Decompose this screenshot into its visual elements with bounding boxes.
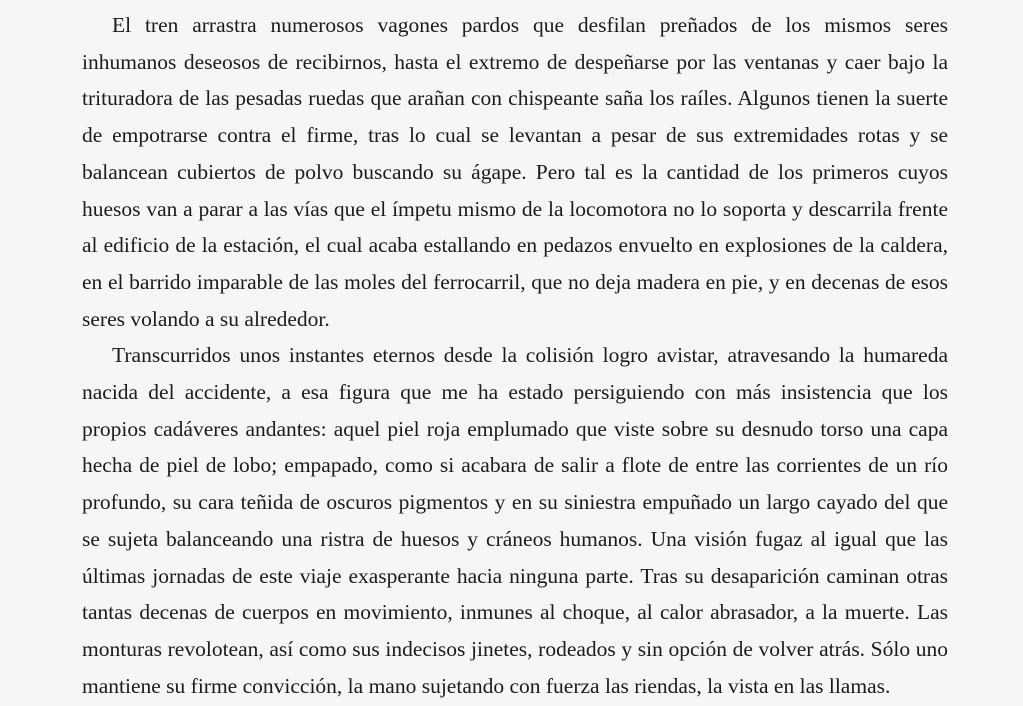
text-line: propios cadáveres andantes: aquel piel roja emplumado que viste sobre su desnudo torso una capa — [82, 416, 948, 441]
text-line: inhumanos deseosos de recibirnos, hasta el extremo de despeñarse por las ventanas y caer bajo la — [82, 49, 948, 74]
text-line: al edificio de la estación, el cual acaba estallando en pedazos envuelto en explosiones de la caldera, — [82, 233, 948, 258]
text-line: tantas decenas de cuerpos en movimiento, inmunes al choque, al calor abrasador, a la muerte. Las — [82, 600, 948, 625]
text-column — [82, 7, 948, 704]
text-line: balancean cubiertos de polvo buscando su ágape. Pero tal es la cantidad de los primeros cuyos — [82, 159, 948, 184]
text-line: mantiene su firme convicción, la mano sujetando con fuerza las riendas, la vista en las llamas. — [82, 673, 891, 698]
text-line: se sujeta balanceando una ristra de huesos y cráneos humanos. Una visión fugaz al igual que las — [82, 526, 948, 551]
text-line: trituradora de las pesadas ruedas que arañan con chispeante saña los raíles. Algunos tienen la suerte — [82, 86, 948, 111]
text-line: nacida del accidente, a esa figura que me ha estado persiguiendo con más insistencia que los — [82, 380, 948, 405]
text-line: profundo, su cara teñida de oscuros pigmentos y en su siniestra empuñado un largo cayado del que — [82, 490, 948, 515]
text-line: seres volando a su alrededor. — [82, 306, 330, 331]
paragraph — [82, 337, 948, 704]
text-line: monturas revolotean, así como sus indecisos jinetes, rodeados y sin opción de volver atrás. Sólo uno — [82, 636, 948, 661]
text-line: en el barrido imparable de las moles del ferrocarril, que no deja madera en pie, y en decenas de esos — [82, 269, 948, 294]
text-line: El tren arrastra numerosos vagones pardos que desfilan preñados de los mismos seres — [112, 13, 948, 37]
text-line: hecha de piel de lobo; empapado, como si acabara de salir a flote de entre las corrientes de un río — [82, 453, 948, 478]
text-line: Transcurridos unos instantes eternos desde la colisión logro avistar, atravesando la humareda — [112, 343, 948, 368]
text-line: huesos van a parar a las vías que el ímpetu mismo de la locomotora no lo soporta y descarrila frente — [82, 196, 948, 221]
text-line: de empotrarse contra el firme, tras lo cual se levantan a pesar de sus extremidades rotas y se — [82, 123, 948, 148]
paragraph — [82, 7, 948, 337]
text-line: últimas jornadas de este viaje exasperante hacia ninguna parte. Tras su desaparición caminan otras — [82, 563, 948, 588]
